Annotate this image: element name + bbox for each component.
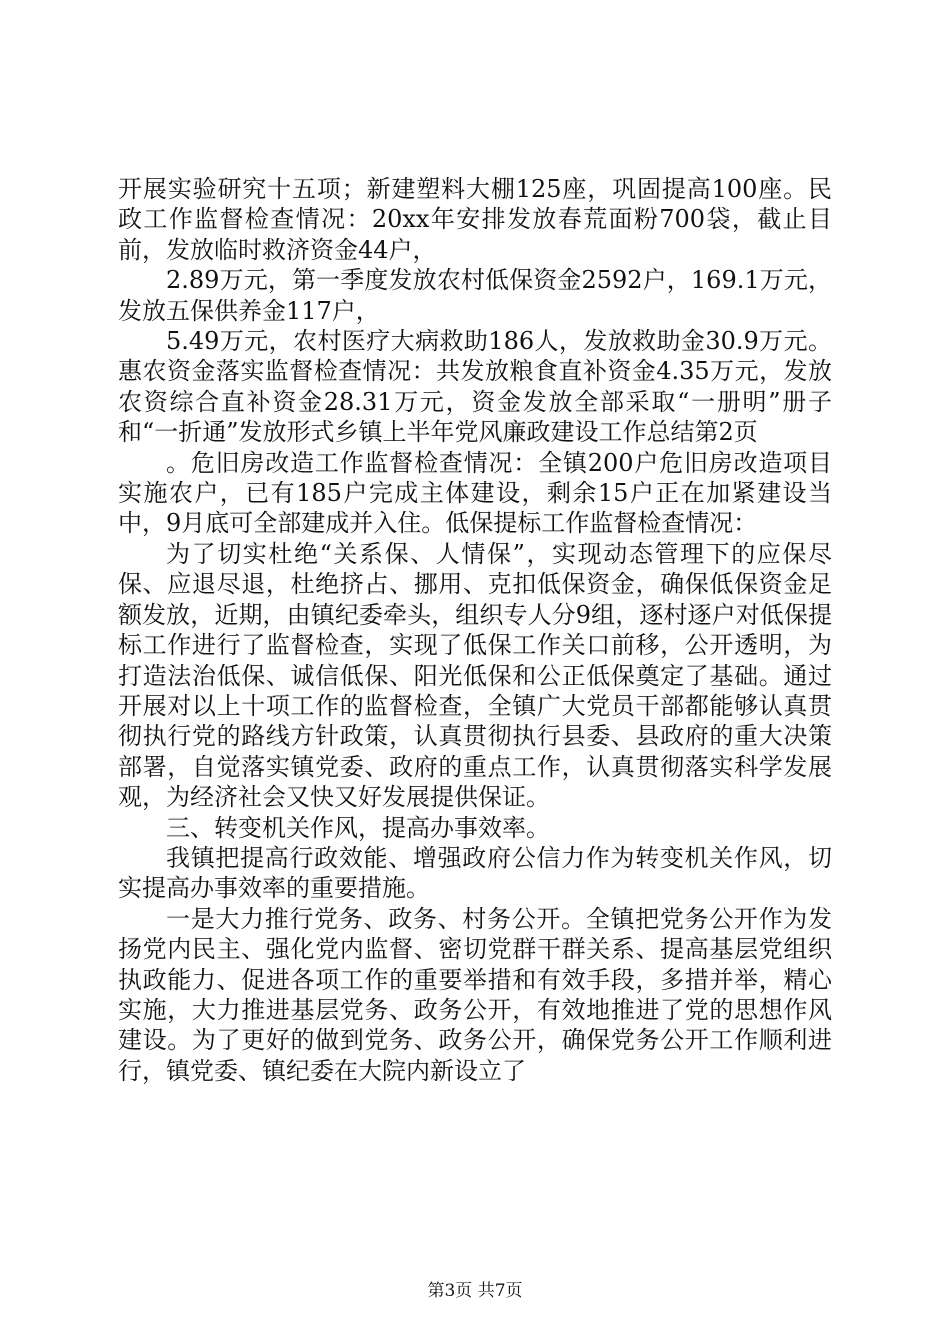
paragraph-7: 我镇把提高行政效能、增强政府公信力作为转变机关作风，切实提高办事效率的重要措施。 (118, 843, 832, 903)
section-heading: 三、转变机关作风，提高办事效率。 (166, 813, 550, 842)
paragraph-3: 5.49万元，农村医疗大病救助186人，发放救助金30.9万元。惠农资金落实监督检查情况：共发放粮食直补资金4.35万元，发放农资综合直补资金28.31万元，资金发放全部采取“一册明”册子和“一折通”发放形式乡镇上半年党风廉政建设工作总结第2页 (118, 327, 832, 447)
paragraph-5: 为了切实杜绝“关系保、人情保”，实现动态管理下的应保尽保、应退尽退，杜绝挤占、挪用、克扣低保资金，确保低保资金足额发放，近期，由镇纪委牵头，组织专人分9组，逐村逐户对低保提标工作进行了监督检查，实现了低保工作关口前移，公开透明，为打造法治低保、诚信低保、阳光低保和公正低保奠定了基础。通过开展对以上十项工作的监督检查，全镇广大党员干部都能够认真贯彻执行党的路线方针政策，认真贯彻执行县委、县政府的重大决策部署，自觉落实镇党委、政府的重点工作，认真贯彻落实科学发展观，为经济社会又快又好发展提供保证。 (118, 539, 832, 812)
page-footer: 第3页 共7页 (427, 1281, 523, 1301)
paragraph-1: 开展实验研究十五项；新建塑料大棚125座，巩固提高100座。民政工作监督检查情况：20xx年安排发放春荒面粉700袋，截止目前，发放临时救济资金44户， (118, 175, 832, 264)
paragraph-2: 2.89万元，第一季度发放农村低保资金2592户，169.1万元，发放五保供养金117户， (118, 266, 832, 325)
document-body (118, 174, 832, 1086)
paragraph-4: 。危旧房改造工作监督检查情况：全镇200户危旧房改造项目实施农户，已有185户完成主体建设，剩余15户正在加紧建设当中，9月底可全部建成并入住。低保提标工作监督检查情况： (118, 448, 832, 538)
paragraph-8: 一是大力推行党务、政务、村务公开。全镇把党务公开作为发扬党内民主、强化党内监督、密切党群干群关系、提高基层党组织执政能力、促进各项工作的重要举措和有效手段，多措并举，精心实施，大力推进基层党务、政务公开，有效地推进了党的思想作风建设。为了更好的做到党务、政务公开，确保党务公开工作顺利进行，镇党委、镇纪委在大院内新设立了 (118, 904, 832, 1085)
